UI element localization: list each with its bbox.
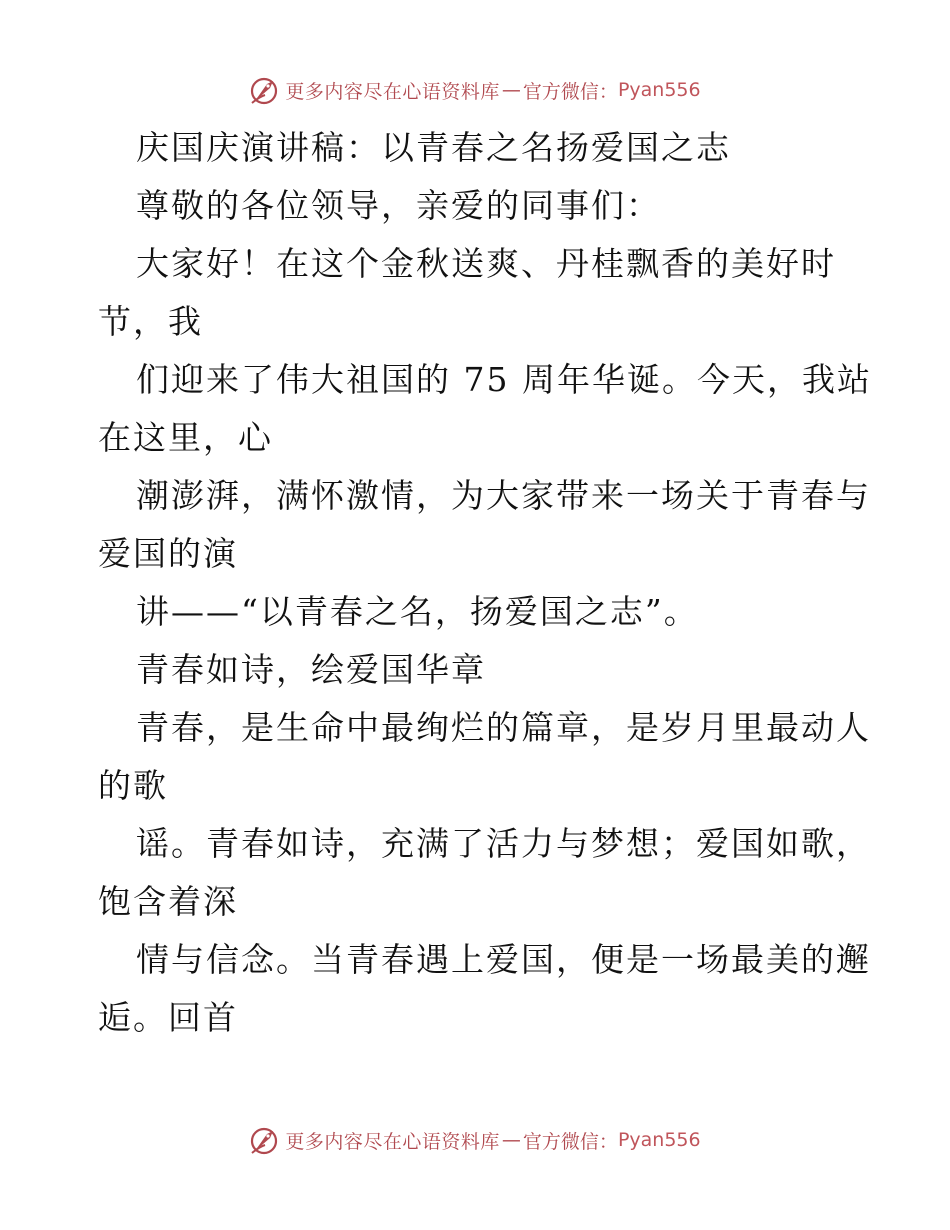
header-wechat-id: Pyan556 <box>617 79 701 101</box>
doc-line: 情与信念。当青春遇上爱国，便是一场最美的邂 <box>136 940 871 979</box>
header-separator: — <box>501 79 521 101</box>
doc-line: 爱国的演 <box>98 534 238 573</box>
doc-salutation: 尊敬的各位领导，亲爱的同事们： <box>136 186 661 225</box>
header-wechat-label: 官方微信： <box>522 80 618 103</box>
doc-line: 青春，是生命中最绚烂的篇章，是岁月里最动人 <box>136 708 871 747</box>
doc-line: 节，我 <box>98 302 203 341</box>
footer-site-text: 更多内容尽在心语资料库 <box>285 1130 500 1153</box>
footer-separator: — <box>501 1129 521 1151</box>
footer-wechat-label: 官方微信： <box>522 1130 618 1153</box>
doc-title: 庆国庆演讲稿：以青春之名扬爱国之志 <box>136 128 731 167</box>
header-site-text: 更多内容尽在心语资料库 <box>285 80 500 103</box>
doc-line: 在这里，心 <box>98 418 273 457</box>
doc-line: 潮澎湃，满怀激情，为大家带来一场关于青春与 <box>136 476 871 515</box>
doc-line: 讲——“以青春之名，扬爱国之志”。 <box>136 592 699 631</box>
footer-wechat-id: Pyan556 <box>617 1129 701 1151</box>
doc-line: 逅。回首 <box>98 998 238 1037</box>
header-banner <box>0 70 950 110</box>
doc-line: 的歌 <box>98 766 168 805</box>
doc-line: 大家好！在这个金秋送爽、丹桂飘香的美好时 <box>136 244 836 283</box>
pen-nib-logo-icon <box>249 1125 279 1155</box>
doc-line: 谣。青春如诗，充满了活力与梦想；爱国如歌， <box>136 824 871 863</box>
doc-section-heading: 青春如诗，绘爱国华章 <box>136 650 486 689</box>
doc-line: 们迎来了伟大祖国的 75 周年华诞。今天，我站 <box>136 360 872 399</box>
footer-banner <box>0 1120 950 1160</box>
doc-line: 饱含着深 <box>98 882 238 921</box>
pen-nib-logo-icon <box>249 75 279 105</box>
